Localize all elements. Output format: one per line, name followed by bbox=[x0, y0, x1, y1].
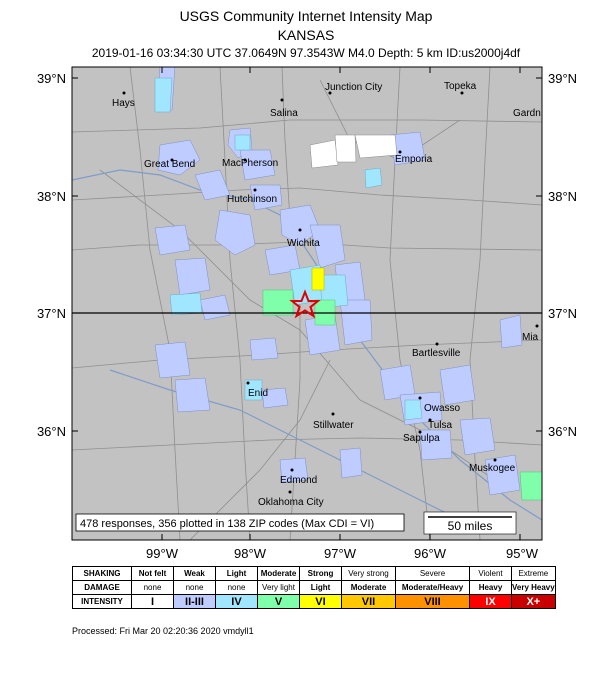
lon-label-97: 97°W bbox=[324, 546, 356, 561]
scale-label: 50 miles bbox=[447, 519, 493, 533]
legend-intensity-cell: V bbox=[258, 595, 300, 609]
legend-damage-cell: none bbox=[216, 581, 258, 595]
event-summary: 2019-01-16 03:34:30 UTC 37.0649N 97.3543W M4.0 Depth: 5 km ID:us2000j4df bbox=[91, 46, 521, 60]
city-label-edmond: Edmond bbox=[280, 475, 318, 486]
cdi-zip-areas-vi[interactable] bbox=[312, 268, 324, 290]
city-label-tulsa: Tulsa bbox=[428, 420, 453, 431]
lon-label-99: 99°W bbox=[146, 546, 178, 561]
lat-label-38: 38°N bbox=[36, 189, 66, 204]
city-label-enid: Enid bbox=[248, 388, 269, 399]
legend-row-label: DAMAGE bbox=[73, 581, 132, 595]
legend-intensity-cell: IV bbox=[216, 595, 258, 609]
legend-row-damage bbox=[73, 581, 556, 595]
legend-row-intensity bbox=[73, 595, 556, 609]
city-label-miami: Mia bbox=[522, 332, 539, 343]
legend-intensity-cell: X+ bbox=[512, 595, 556, 609]
map-region: KANSAS bbox=[277, 27, 335, 43]
city-label-salina: Salina bbox=[270, 108, 298, 119]
legend-intensity-cell: VI bbox=[300, 595, 342, 609]
city-label-owasso: Owasso bbox=[424, 403, 461, 414]
lat-label-39-right: 39°N bbox=[548, 71, 578, 86]
city-label-junction-city: Junction City bbox=[325, 82, 383, 93]
legend-intensity-cell: IX bbox=[470, 595, 512, 609]
legend-damage-cell: Heavy bbox=[470, 581, 512, 595]
legend-damage-cell: Very Heavy bbox=[512, 581, 556, 595]
legend-shaking-cell: Very strong bbox=[342, 567, 396, 581]
city-label-hays: Hays bbox=[112, 98, 135, 109]
legend-damage-cell: Light bbox=[300, 581, 342, 595]
legend-shaking-cell: Extreme bbox=[512, 567, 556, 581]
lat-label-37-right: 37°N bbox=[548, 306, 578, 321]
city-label-muskogee: Muskogee bbox=[469, 463, 516, 474]
lon-label-96: 96°W bbox=[414, 546, 446, 561]
processed-footer: Processed: Fri Mar 20 02:20:36 2020 vmdyll1 bbox=[72, 626, 254, 636]
legend-shaking-cell: Severe bbox=[396, 567, 470, 581]
legend-damage-cell: Moderate/Heavy bbox=[396, 581, 470, 595]
city-label-oklahoma-city: Oklahoma City bbox=[258, 497, 324, 508]
legend-intensity-cell: II-III bbox=[174, 595, 216, 609]
legend-row-shaking bbox=[73, 567, 556, 581]
lat-label-38-right: 38°N bbox=[548, 189, 578, 204]
legend-shaking-cell: Not felt bbox=[132, 567, 174, 581]
city-label-sapulpa: Sapulpa bbox=[403, 433, 440, 444]
intensity-legend bbox=[72, 566, 556, 609]
legend-damage-cell: Very light bbox=[258, 581, 300, 595]
legend-intensity-cell: I bbox=[132, 595, 174, 609]
lon-label-98: 98°W bbox=[234, 546, 266, 561]
legend-damage-cell: none bbox=[132, 581, 174, 595]
map-title: USGS Community Internet Intensity Map bbox=[179, 8, 433, 24]
city-label-great-bend: Great Bend bbox=[144, 159, 196, 170]
city-label-bartlesville: Bartlesville bbox=[412, 348, 461, 359]
city-label-hutchinson: Hutchinson bbox=[227, 194, 278, 205]
city-label-macpherson: MacPherson bbox=[222, 158, 279, 169]
legend-row-label: INTENSITY bbox=[73, 595, 132, 609]
legend-intensity-cell: VII bbox=[342, 595, 396, 609]
city-label-stillwater: Stillwater bbox=[313, 420, 354, 431]
city-label-topeka: Topeka bbox=[444, 81, 477, 92]
legend-damage-cell: none bbox=[174, 581, 216, 595]
lat-label-37: 37°N bbox=[36, 306, 66, 321]
lon-label-95: 95°W bbox=[506, 546, 538, 561]
city-label-gardner: Gardn bbox=[513, 108, 541, 119]
city-label-emporia: Emporia bbox=[395, 154, 433, 165]
city-label-wichita: Wichita bbox=[287, 238, 320, 249]
legend-shaking-cell: Violent bbox=[470, 567, 512, 581]
legend-intensity-cell: VIII bbox=[396, 595, 470, 609]
legend-shaking-cell: Strong bbox=[300, 567, 342, 581]
legend-damage-cell: Moderate bbox=[342, 581, 396, 595]
legend-shaking-cell: Weak bbox=[174, 567, 216, 581]
legend-shaking-cell: Light bbox=[216, 567, 258, 581]
legend-shaking-cell: Moderate bbox=[258, 567, 300, 581]
lat-label-36: 36°N bbox=[36, 424, 66, 439]
responses-note: 478 responses, 356 plotted in 138 ZIP codes (Max CDI = VI) bbox=[80, 518, 375, 530]
lat-label-39: 39°N bbox=[36, 71, 66, 86]
legend-row-label: SHAKING bbox=[73, 567, 132, 581]
lat-label-36-right: 36°N bbox=[548, 424, 578, 439]
